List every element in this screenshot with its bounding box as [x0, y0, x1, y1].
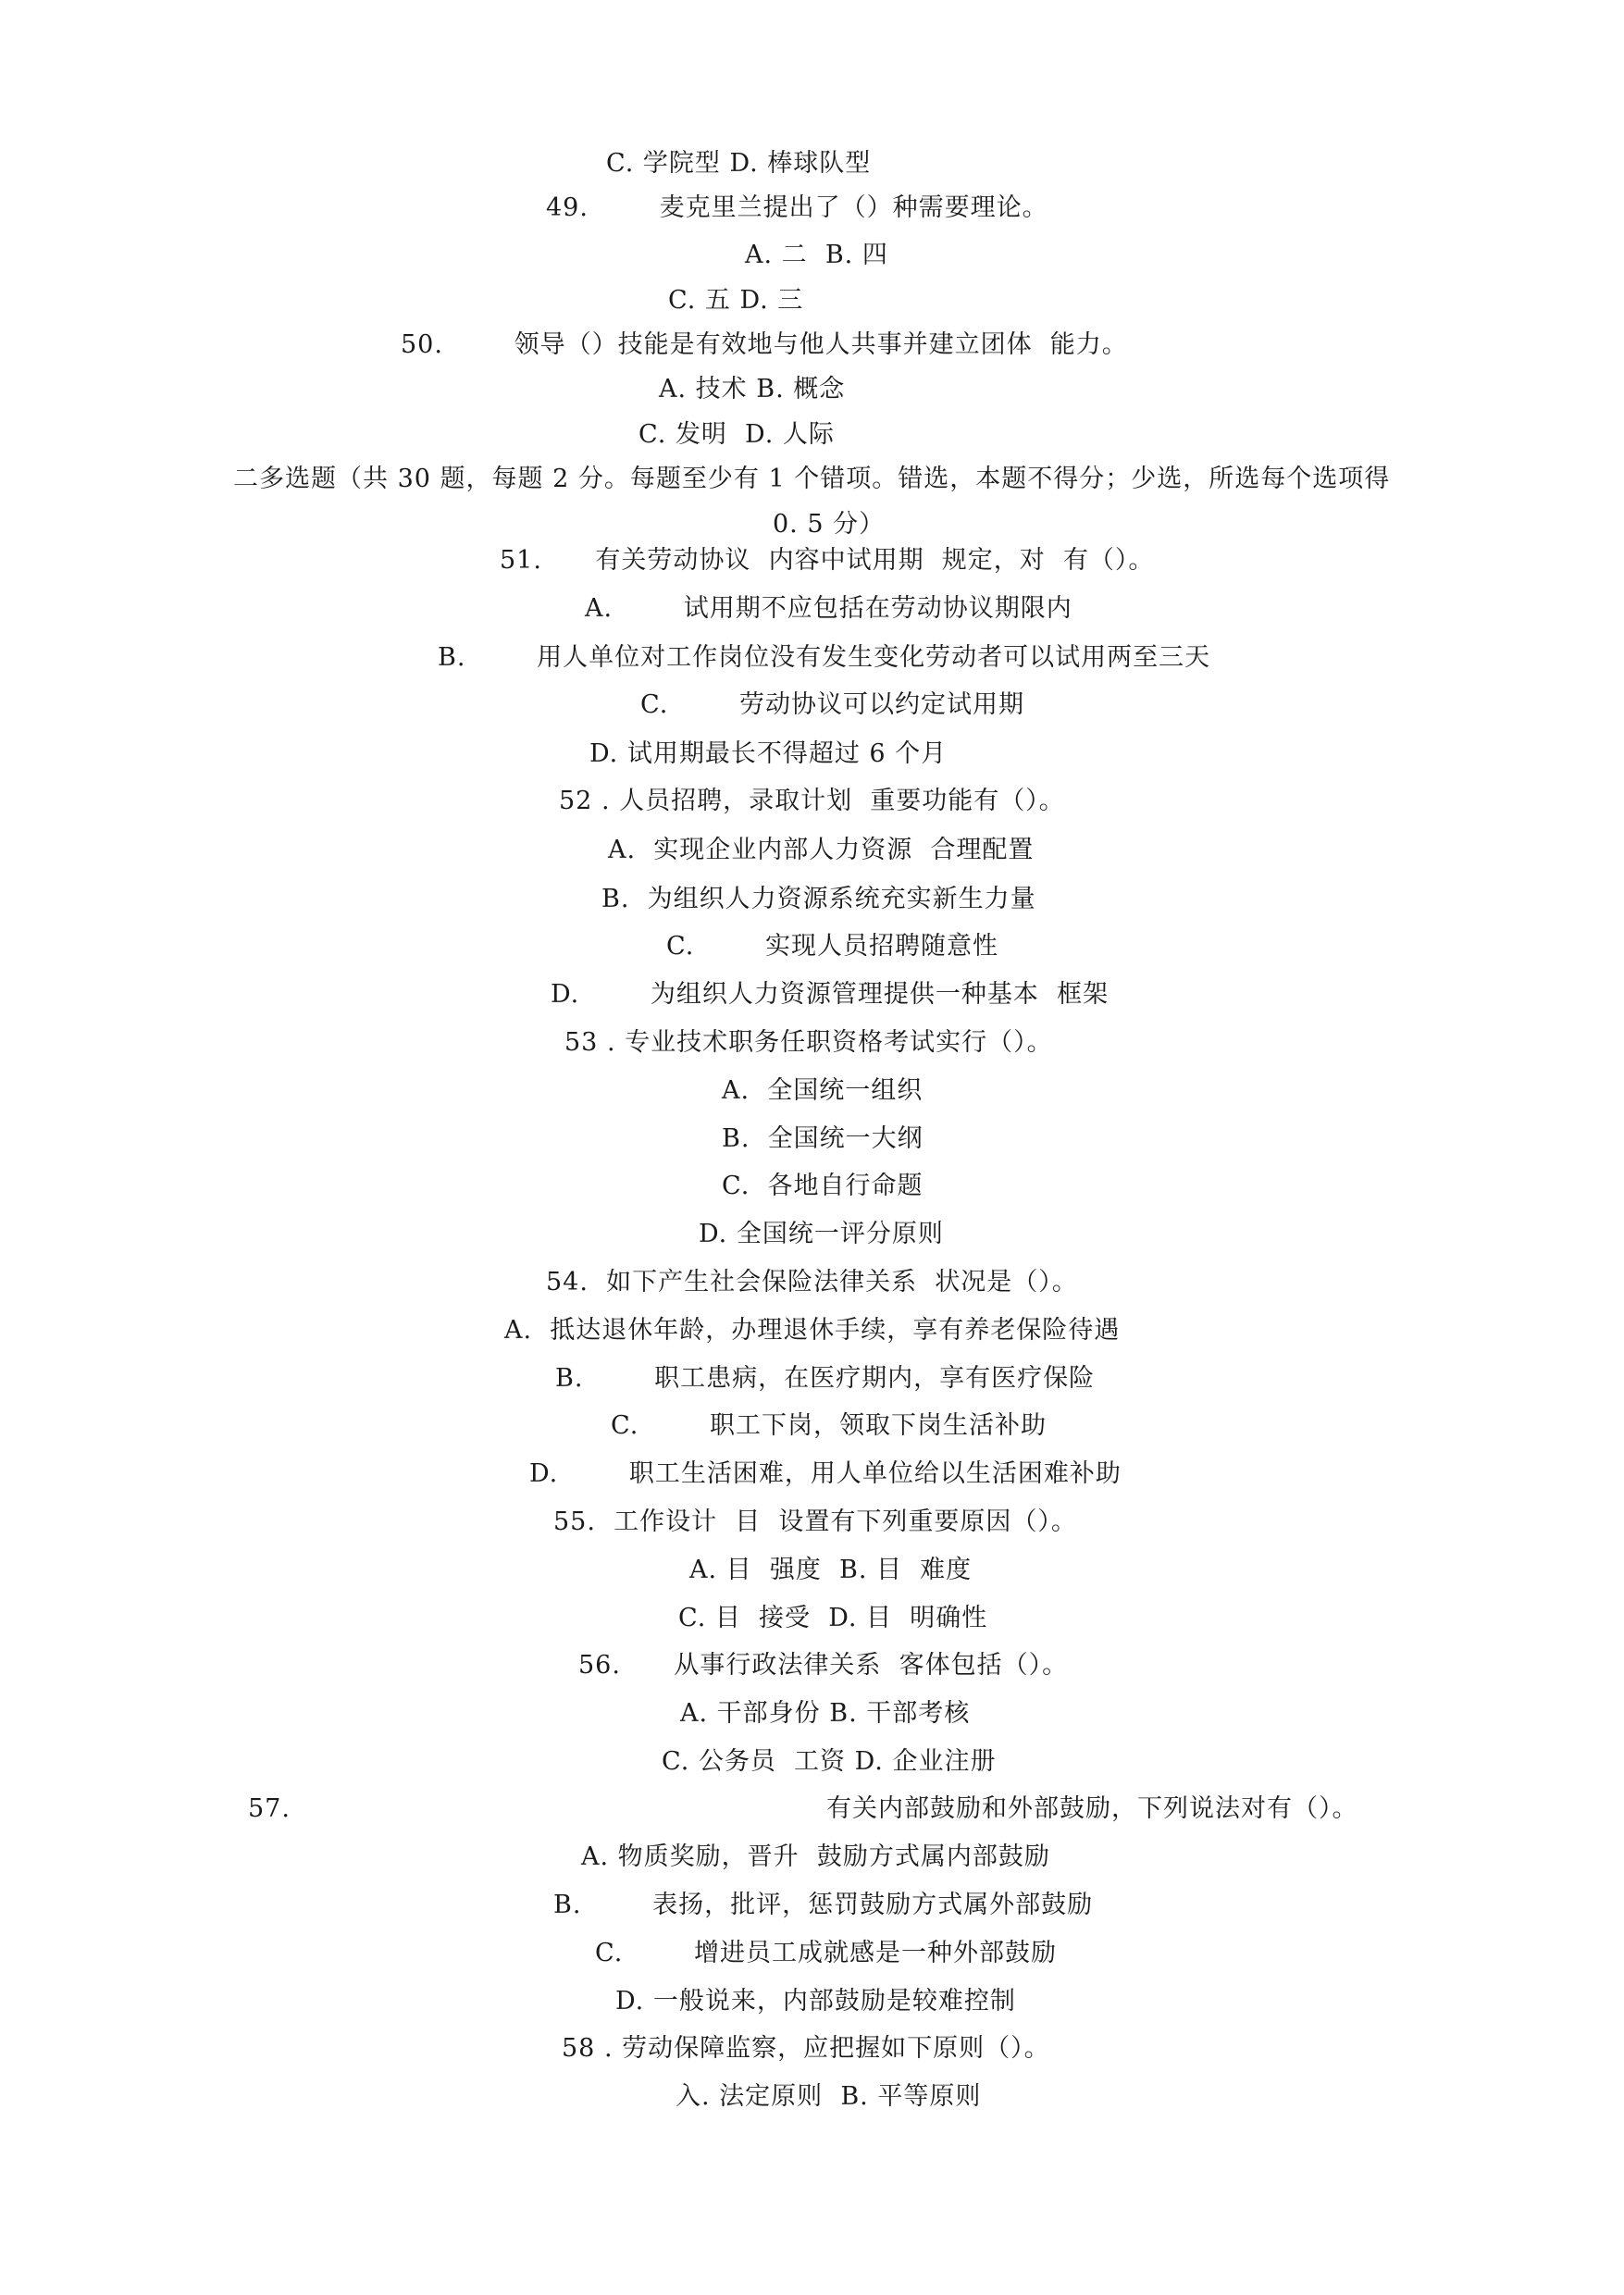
option-57-d: D. 一般说来，内部鼓励是较难控制 — [615, 1987, 1016, 2016]
option-54-a: A. 抵达退休年龄，办理退休手续，享有养老保险待遇 — [504, 1316, 1121, 1345]
question-49: 49. 麦克里兰提出了（）种需要理论。 — [546, 193, 1048, 222]
option-line-58-ab: 入. 法定原则 B. 平等原则 — [676, 2082, 982, 2111]
question-51: 51. 有关劳动协议 内容中试用期 规定，对 有（）。 — [500, 546, 1155, 575]
option-52-a: A. 实现企业内部人力资源 合理配置 — [608, 836, 1035, 864]
option-57-b: B. 表扬，批评，惩罚鼓励方式属外部鼓励 — [553, 1891, 1094, 1919]
option-line-56-ab: A. 干部身份 B. 干部考核 — [680, 1699, 971, 1728]
option-line-49-ab: A. 二 B. 四 — [745, 241, 888, 269]
option-51-d: D. 试用期最长不得超过 6 个月 — [589, 739, 948, 768]
question-57-text: 有关内部鼓励和外部鼓励，下列说法对有（）。 — [826, 1794, 1358, 1823]
question-50: 50. 领导（）技能是有效地与他人共事并建立团体 能力。 — [401, 330, 1128, 359]
option-52-b: B. 为组织人力资源系统充实新生力量 — [601, 885, 1036, 913]
question-52: 52 . 人员招聘，录取计划 重要功能有（）。 — [559, 787, 1065, 815]
question-56: 56. 从事行政法律关系 客体包括（）。 — [578, 1651, 1069, 1680]
option-53-c: C. 各地自行命题 — [722, 1172, 924, 1200]
option-line-49-cd: C. 五 D. 三 — [668, 286, 804, 315]
option-54-d: D. 职工生活困难，用人单位给以生活困难补助 — [529, 1459, 1122, 1488]
option-51-b: B. 用人单位对工作岗位没有发生变化劳动者可以试用两至三天 — [438, 643, 1211, 672]
section-heading-multiple-choice: 二多选题（共 30 题，每题 2 分。每题至少有 1 个错项。错选，本题不得分；少选，所选每个选项得 — [233, 465, 1391, 493]
section-heading-continued: 0. 5 分） — [773, 510, 886, 539]
question-54: 54. 如下产生社会保险法律关系 状况是（）。 — [546, 1268, 1078, 1296]
option-line-50-ab: A. 技术 B. 概念 — [659, 375, 846, 403]
option-53-b: B. 全国统一大纲 — [722, 1124, 924, 1153]
option-51-c: C. 劳动协议可以约定试用期 — [640, 690, 1024, 719]
option-52-d: D. 为组织人力资源管理提供一种基本 框架 — [551, 980, 1110, 1009]
option-57-a: A. 物质奖励，晋升 鼓励方式属内部鼓励 — [581, 1842, 1050, 1871]
option-line-55-cd: C. 目 接受 D. 目 明确性 — [678, 1604, 988, 1632]
option-line-50-cd: C. 发明 D. 人际 — [638, 420, 835, 449]
option-line-55-ab: A. 目 强度 B. 目 难度 — [689, 1556, 973, 1584]
option-53-a: A. 全国统一组织 — [722, 1076, 924, 1105]
option-57-c: C. 增进员工成就感是一种外部鼓励 — [595, 1939, 1057, 1967]
option-line-56-cd: C. 公务员 工资 D. 企业注册 — [662, 1747, 997, 1776]
option-52-c: C. 实现人员招聘随意性 — [666, 932, 998, 961]
option-54-b: B. 职工患病，在医疗期内，享有医疗保险 — [555, 1364, 1096, 1393]
option-line-48-cd: C. 学院型 D. 棒球队型 — [606, 149, 872, 178]
option-51-a: A. 试用期不应包括在劳动协议期限内 — [585, 594, 1072, 623]
question-55: 55. 工作设计 目 设置有下列重要原因（）。 — [553, 1507, 1077, 1536]
question-57-number: 57. — [248, 1794, 291, 1823]
question-58: 58 . 劳动保障监察，应把握如下原则（）。 — [562, 2034, 1050, 2063]
option-54-c: C. 职工下岗，领取下岗生活补助 — [611, 1411, 1047, 1440]
option-53-d: D. 全国统一评分原则 — [699, 1220, 944, 1248]
question-53: 53 . 专业技术职务任职资格考试实行（）。 — [564, 1028, 1053, 1057]
